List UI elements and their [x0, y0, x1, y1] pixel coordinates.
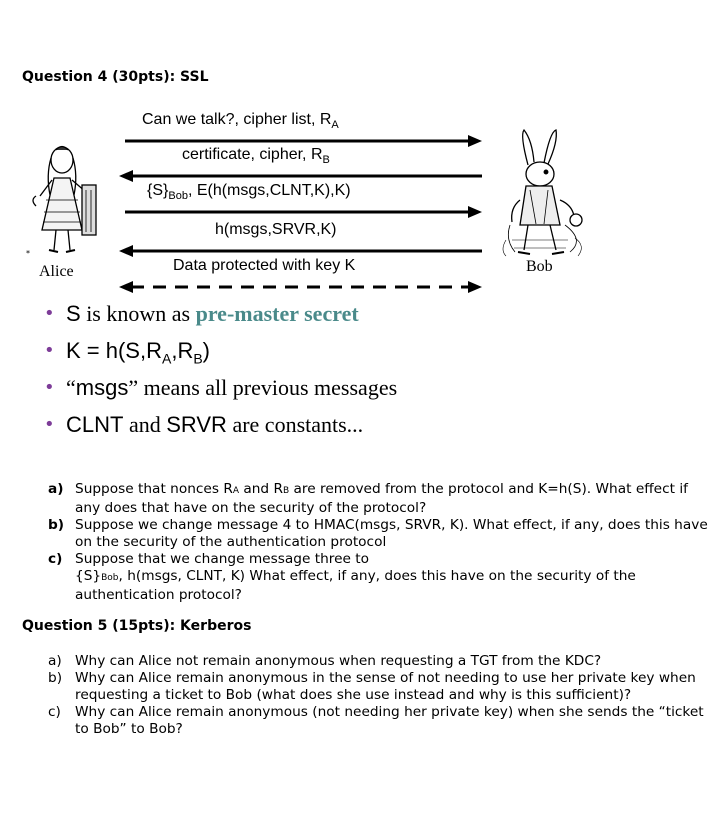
message-3-sub: Bob: [168, 190, 188, 203]
message-4-label: [215, 221, 337, 239]
question-4c-text-c: , h(msgs, CLNT, K) What effect, if any, does this have on the security of the authentication protocol?: [75, 568, 636, 603]
message-2-sub: B: [322, 154, 330, 167]
message-5-text: Data protected with key K: [173, 257, 356, 274]
question-4b-label: b): [48, 517, 65, 533]
bullet-3-msgs: msgs: [75, 375, 129, 400]
question-4a-label: a): [48, 481, 64, 497]
arrow-msg2: [119, 170, 482, 182]
bob-illustration: [503, 130, 582, 256]
question-4c-label: c): [48, 551, 63, 567]
question-5-parts: [48, 653, 710, 738]
bob-label: Bob: [526, 258, 553, 275]
question-5a-text: Why can Alice not remain anonymous when requesting a TGT from the KDC?: [75, 653, 602, 669]
bullet-dot-icon: •: [44, 340, 55, 361]
question-4a-text-c: are removed from the protocol and K=h(S). What effect if any does that have on the security of the protocol?: [75, 481, 688, 516]
question-4a: [48, 481, 710, 517]
question-4a-sub-b: B: [282, 486, 290, 496]
question-4a-sub-a: A: [232, 486, 239, 496]
message-3-pre: {S}: [147, 182, 169, 199]
bullet-2-text-a: K = h(S,R: [66, 338, 162, 363]
bullet-1-s: S: [66, 301, 81, 326]
question-4c-text-b: {S}: [75, 568, 102, 584]
question-5c-text: Why can Alice remain anonymous (not needing her private key) when she sends the “ticket to Bob” to Bob?: [75, 704, 704, 737]
bullet-pre-master-secret: [44, 298, 397, 335]
protocol-notes-list: [44, 298, 397, 446]
question-5b-label: b): [48, 670, 63, 686]
message-1-sub: A: [331, 119, 339, 132]
question-4b: [48, 517, 710, 551]
bullet-4-clnt: CLNT: [66, 412, 124, 437]
message-1-text: Can we talk?, cipher list, R: [142, 111, 332, 128]
question-5-title: Question 5 (15pts): Kerberos: [22, 618, 252, 634]
bullet-2-text-c: ): [202, 338, 210, 363]
message-3-post: , E(h(msgs,CLNT,K),K): [187, 182, 351, 199]
svg-text:*: *: [26, 249, 30, 258]
question-5b: [48, 670, 710, 704]
bullet-4-text: are constants...: [226, 412, 364, 437]
question-4c: [48, 551, 710, 604]
message-1-label: [142, 111, 339, 131]
bullet-3-quote: “: [66, 375, 76, 400]
question-4a-text-a: Suppose that nonces R: [75, 481, 233, 497]
bullet-1-highlight: pre-master secret: [195, 301, 359, 326]
question-5a: [48, 653, 710, 670]
question-4-title: Question 4 (30pts): SSL: [22, 69, 209, 85]
message-2-text: certificate, cipher, R: [182, 146, 323, 163]
bullet-constants: [44, 409, 397, 446]
bullet-dot-icon: •: [44, 303, 55, 324]
arrow-msg4: [119, 245, 482, 257]
question-4c-sub: Bob: [101, 573, 119, 583]
bullet-4-srvr: SRVR: [166, 412, 227, 437]
bullet-dot-icon: •: [44, 377, 55, 398]
alice-label: Alice: [39, 263, 74, 280]
question-5c-label: c): [48, 704, 61, 720]
bullet-1-text: is known as: [80, 301, 196, 326]
question-5b-text: Why can Alice remain anonymous in the sense of not needing to use her private key when requesting a ticket to Bob (what does she use instead and why is this sufficient)?: [75, 670, 696, 703]
alice-illustration: [26, 147, 96, 259]
arrow-msg3: [125, 206, 482, 218]
question-4c-text-a: Suppose that we change message three to: [75, 551, 370, 567]
bullet-2-text-b: ,R: [171, 338, 194, 363]
message-4-text: h(msgs,SRVR,K): [215, 221, 337, 238]
arrow-data-dashed: [119, 281, 482, 293]
ssl-protocol-diagram: [0, 0, 720, 300]
bullet-2-sub-a: A: [161, 350, 172, 367]
message-3-label: [147, 182, 351, 202]
bullet-dot-icon: •: [44, 414, 55, 435]
bullet-msgs-definition: [44, 372, 397, 409]
bullet-key-definition: [44, 335, 397, 372]
bullet-2-sub-b: B: [193, 350, 203, 367]
question-4b-text: Suppose we change message 4 to HMAC(msgs, SRVR, K). What effect, if any, does this have on the security of the authentication protocol: [75, 517, 708, 550]
question-4a-text-b: and R: [239, 481, 283, 497]
question-4-parts: [48, 481, 710, 604]
message-2-label: [182, 146, 330, 166]
bullet-3-text: ” means all previous messages: [128, 375, 398, 400]
message-5-label: [173, 257, 355, 275]
bullet-4-and: and: [123, 412, 167, 437]
question-5c: [48, 704, 710, 738]
question-5a-label: a): [48, 653, 62, 669]
